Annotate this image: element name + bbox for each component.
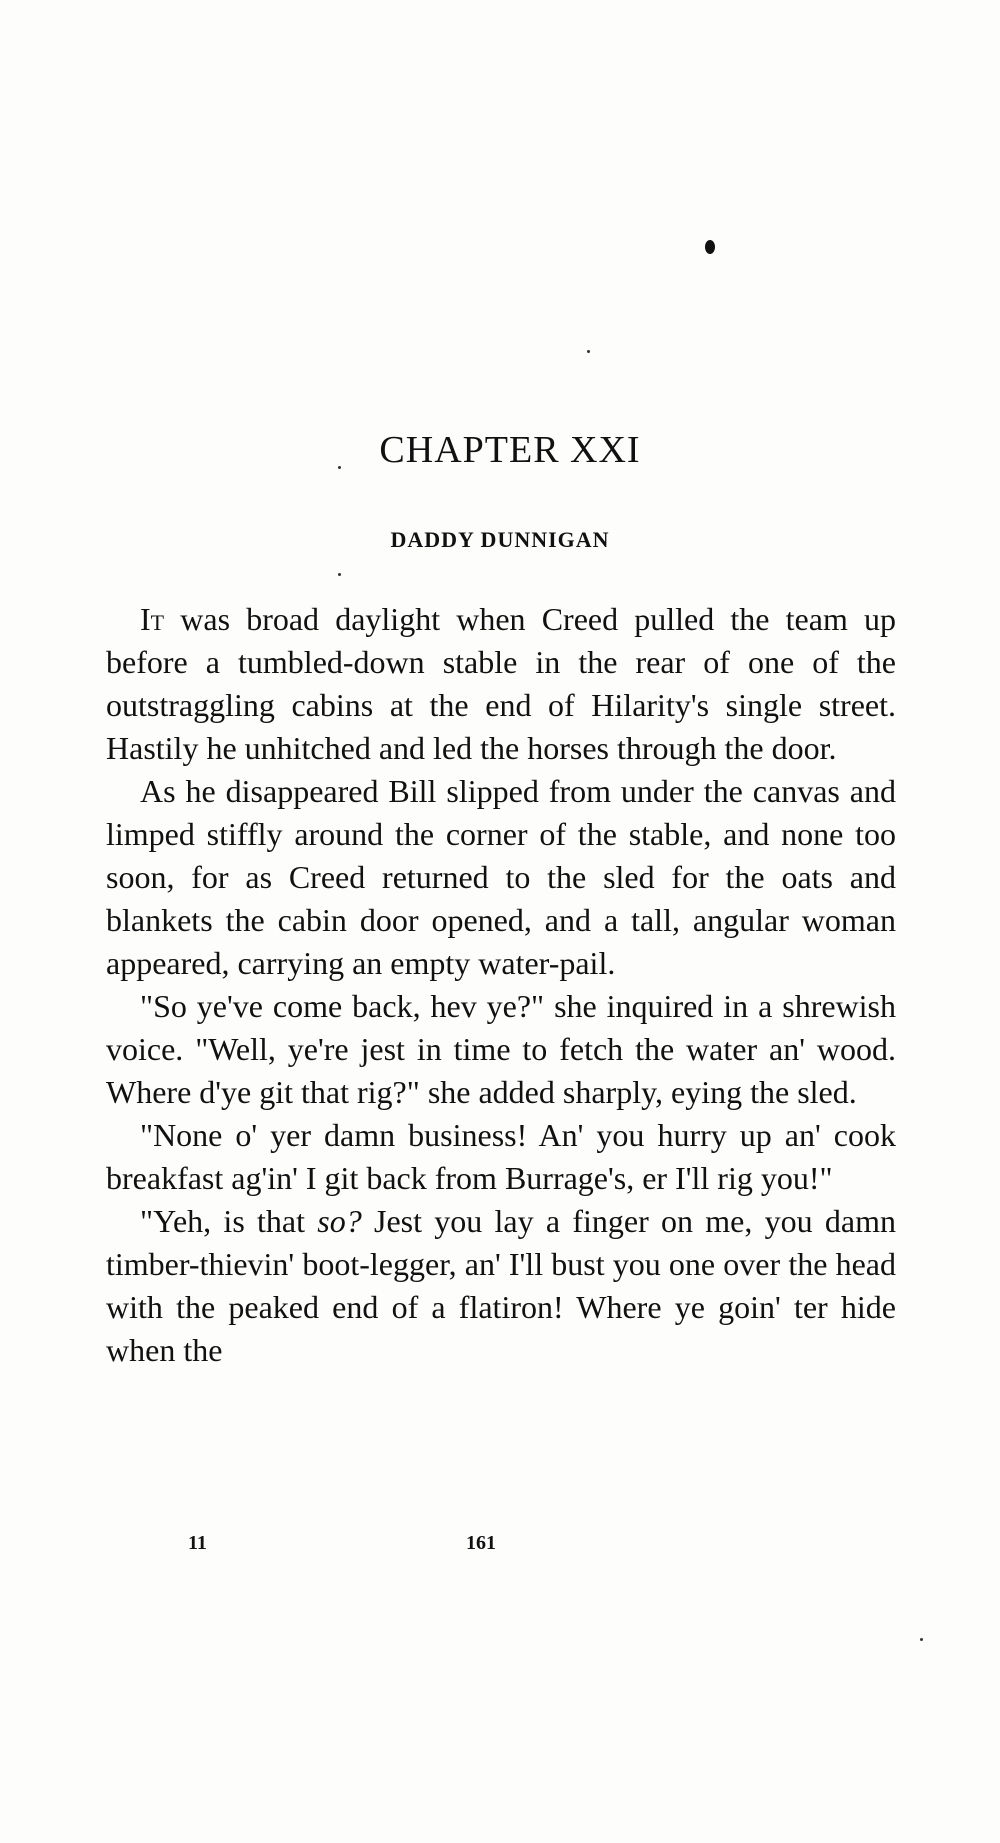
paragraph: "So ye've come back, hev ye?" she inquired in a shrewish voice. "Well, ye're jest in time to fetch the water an' wood. Where d'ye git that rig?" she added sharply, eying the sled. — [106, 988, 896, 1110]
speck — [338, 573, 341, 576]
paragraph: "None o' yer damn business! An' you hurry up an' cook breakfast ag'in' I git back from Burrage's, er I'll rig you!" — [106, 1117, 896, 1196]
chapter-subtitle: DADDY DUNNIGAN — [390, 527, 610, 552]
italic-word: so? — [317, 1203, 362, 1239]
page-number: 161 — [466, 1532, 496, 1554]
signature-mark: 11 — [188, 1532, 207, 1554]
speck — [587, 350, 590, 353]
drop-word: It — [140, 601, 165, 637]
ink-blot — [705, 240, 715, 254]
body-text — [106, 598, 896, 1372]
paragraph: As he disappeared Bill slipped from under the canvas and limped stiffly around the corner of the stable, and none too soon, for as Creed returned to the sled for the oats and blankets the cabin door opened, and a tall, angular woman appeared, carrying an empty water-pail. — [106, 773, 896, 981]
chapter-title: CHAPTER XXI — [379, 429, 641, 471]
speck — [920, 1638, 923, 1641]
paragraph: "Yeh, is that so? Jest you lay a finger on me, you damn timber-thievin' boot-legger, an' I'll bust you one over the head with the peaked end of a flatiron! Where ye goin' ter hide when the — [106, 1203, 897, 1368]
paragraph: It was broad daylight when Creed pulled the team up before a tumbled-down stable in the rear of one of the outstraggling cabins at the end of Hilarity's single street. Hastily he unhitched and led the horses through the door. — [106, 601, 896, 766]
